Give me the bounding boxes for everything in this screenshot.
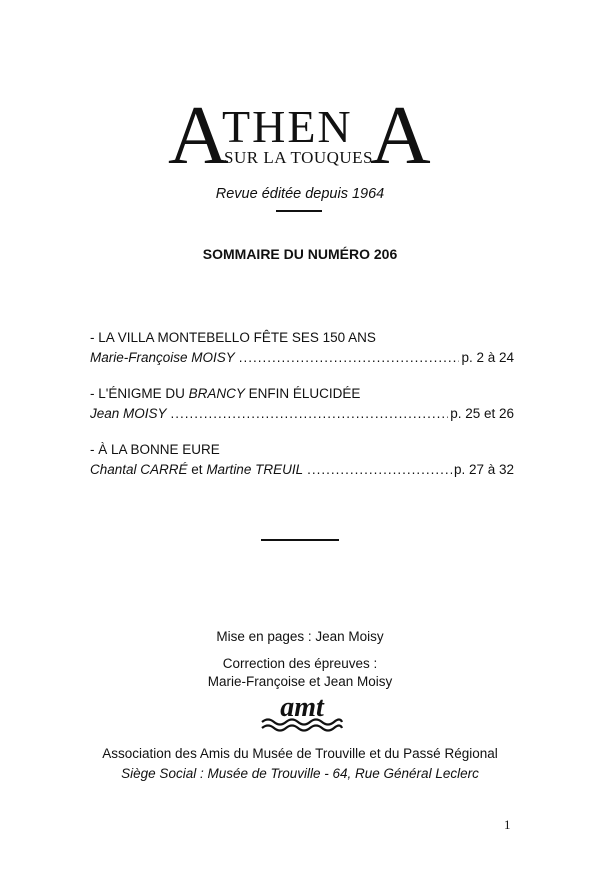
toc-entry-pages: p. 25 et 26 — [450, 406, 514, 421]
toc-entry-title: - À LA BONNE EURE — [90, 442, 220, 457]
toc-entry-title — [90, 384, 514, 404]
toc-entry-line — [90, 348, 514, 368]
table-of-contents — [90, 328, 514, 496]
divider-bottom — [261, 539, 339, 541]
association-seat: Siège Social : Musée de Trouville - 64, Rue Général Leclerc — [121, 766, 479, 781]
page-number: 1 — [504, 817, 511, 832]
toc-entry-author-first: Chantal CARRÉ — [90, 462, 188, 477]
toc-entry-title: - LA VILLA MONTEBELLO FÊTE SES 150 ANS — [90, 330, 376, 345]
toc-entry — [90, 440, 514, 480]
contents-heading: SOMMAIRE DU NUMÉRO 206 — [202, 246, 398, 262]
masthead-initial-left: A — [168, 89, 229, 182]
toc-entry — [90, 328, 514, 368]
credit-layout: Mise en pages : Jean Moisy — [216, 629, 384, 644]
toc-entry — [90, 384, 514, 424]
dot-leader — [307, 460, 452, 480]
toc-entry-title-italic: BRANCY — [188, 386, 245, 401]
toc-entry-author — [90, 460, 303, 480]
association-info — [0, 744, 600, 784]
association-logo — [256, 692, 348, 732]
credit-proofreading-label: Correction des épreuves : — [222, 656, 378, 671]
credit-proofreading-names: Marie-Françoise et Jean Moisy — [207, 674, 393, 689]
masthead-subtitle: SUR LA TOUQUES — [224, 148, 374, 167]
toc-entry-author: Jean MOISY — [90, 406, 167, 421]
toc-entry-pages: p. 2 à 24 — [461, 350, 514, 365]
toc-entry-title-suffix: ENFIN ÉLUCIDÉE — [244, 386, 361, 401]
tagline: Revue éditée depuis 1964 — [215, 186, 385, 202]
divider-top — [276, 210, 322, 212]
credit-proofreading — [0, 655, 600, 691]
toc-entry-line — [90, 404, 514, 424]
toc-entry-author-second: Martine TREUIL — [206, 462, 304, 477]
toc-entry-line — [90, 460, 514, 480]
toc-entry-pages: p. 27 à 32 — [453, 462, 514, 477]
logo-wave-lower — [262, 726, 342, 731]
toc-entry-author-join: et — [187, 462, 207, 477]
toc-entry-title-prefix: - L'ÉNIGME DU — [90, 386, 189, 401]
masthead-title: THEN — [222, 101, 353, 152]
toc-entry-author: Marie-Françoise MOISY — [90, 350, 235, 365]
masthead-initial-right: A — [370, 89, 431, 182]
logo-lettering: amt — [280, 692, 324, 723]
dot-leader — [239, 348, 460, 368]
masthead — [0, 89, 600, 182]
dot-leader — [171, 404, 449, 424]
association-name: Association des Amis du Musée de Trouville et du Passé Régional — [102, 746, 498, 761]
